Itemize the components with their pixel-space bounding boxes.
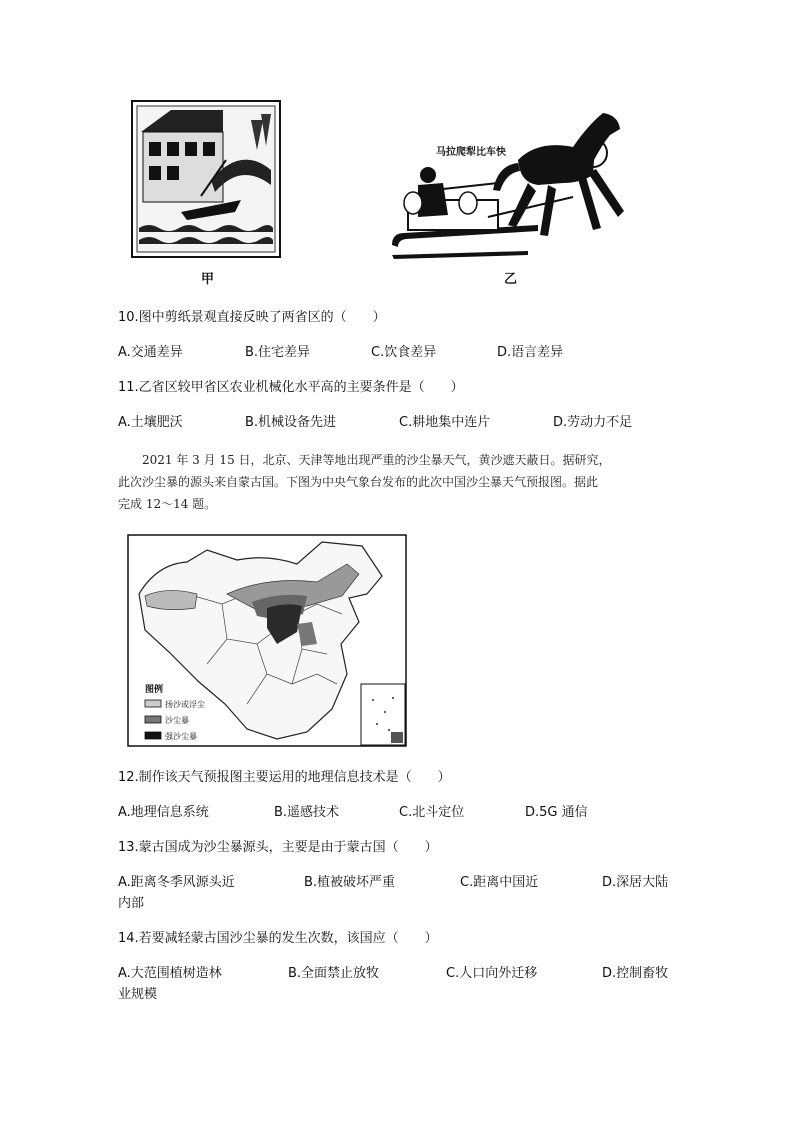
question-14-option-a[interactable]: A.大范围植树造林 bbox=[118, 966, 222, 981]
question-14-option-d-wrap: 业规模 bbox=[118, 987, 158, 1002]
passage-line-1: 2021 年 3 月 15 日，北京、天津等地出现严重的沙尘暴天气，黄沙遮天蔽日。据研究， bbox=[142, 453, 611, 467]
passage-line-2: 此次沙尘暴的源头来自蒙古国。下图为中央气象台发布的此次中国沙尘暴天气预报图。据此 bbox=[118, 475, 599, 489]
papercut-yi bbox=[388, 105, 628, 260]
question-11-option-d[interactable]: D.劳动力不足 bbox=[553, 415, 633, 430]
legend-item-strong-sandstorm: 强沙尘暴 bbox=[165, 732, 197, 741]
question-12-option-c[interactable]: C.北斗定位 bbox=[399, 805, 465, 820]
legend-swatch-strong-sandstorm bbox=[145, 732, 161, 739]
question-13-option-d[interactable]: D.深居大陆 bbox=[602, 875, 669, 890]
question-11-option-c[interactable]: C.耕地集中连片 bbox=[399, 415, 491, 430]
legend-item-dust: 扬沙或浮尘 bbox=[165, 700, 205, 709]
question-14-option-c[interactable]: C.人口向外迁移 bbox=[446, 966, 538, 981]
legend-title: 图例 bbox=[145, 685, 164, 695]
papercut-jia-illustration bbox=[131, 100, 281, 258]
papercut-yi-illustration bbox=[388, 105, 628, 260]
question-14-option-b[interactable]: B.全面禁止放牧 bbox=[288, 966, 380, 981]
papercut-jia bbox=[131, 100, 281, 258]
question-10-stem: 10.图中剪纸景观直接反映了两省区的（ ） bbox=[118, 310, 386, 325]
question-14-option-d[interactable]: D.控制畜牧 bbox=[602, 966, 669, 981]
question-10-option-d[interactable]: D.语言差异 bbox=[497, 345, 564, 360]
question-13-option-b[interactable]: B.植被破坏严重 bbox=[304, 875, 396, 890]
question-12-option-b[interactable]: B.遥感技术 bbox=[274, 805, 340, 820]
question-13-option-c[interactable]: C.距离中国近 bbox=[460, 875, 539, 890]
question-12-option-d[interactable]: D.5G 通信 bbox=[525, 805, 588, 820]
question-11-option-a[interactable]: A.土壤肥沃 bbox=[118, 415, 183, 430]
question-10-option-b[interactable]: B.住宅差异 bbox=[245, 345, 311, 360]
question-13-option-d-wrap: 内部 bbox=[118, 896, 145, 911]
question-10-option-a[interactable]: A.交通差异 bbox=[118, 345, 183, 360]
question-10-option-c[interactable]: C.饮食差异 bbox=[371, 345, 437, 360]
sign-text: 马拉爬犁比车快 bbox=[436, 147, 506, 158]
question-12-option-a[interactable]: A.地理信息系统 bbox=[118, 805, 209, 820]
legend-swatch-dust bbox=[145, 700, 161, 707]
question-12-stem: 12.制作该天气预报图主要运用的地理信息技术是（ ） bbox=[118, 770, 451, 785]
question-13-option-a[interactable]: A.距离冬季风源头近 bbox=[118, 875, 235, 890]
caption-yi: 乙 bbox=[504, 272, 518, 287]
china-map-illustration bbox=[127, 534, 407, 747]
question-11-stem: 11.乙省区较甲省区农业机械化水平高的主要条件是（ ） bbox=[118, 380, 464, 395]
caption-jia: 甲 bbox=[201, 272, 215, 287]
sandstorm-forecast-map bbox=[127, 534, 407, 747]
passage-line-3: 完成 12～14 题。 bbox=[118, 497, 217, 511]
legend-item-sandstorm: 沙尘暴 bbox=[165, 716, 189, 725]
question-11-option-b[interactable]: B.机械设备先进 bbox=[245, 415, 337, 430]
question-14-stem: 14.若要减轻蒙古国沙尘暴的发生次数，该国应（ ） bbox=[118, 931, 438, 946]
legend-swatch-sandstorm bbox=[145, 716, 161, 723]
question-13-stem: 13.蒙古国成为沙尘暴源头，主要是由于蒙古国（ ） bbox=[118, 840, 438, 855]
